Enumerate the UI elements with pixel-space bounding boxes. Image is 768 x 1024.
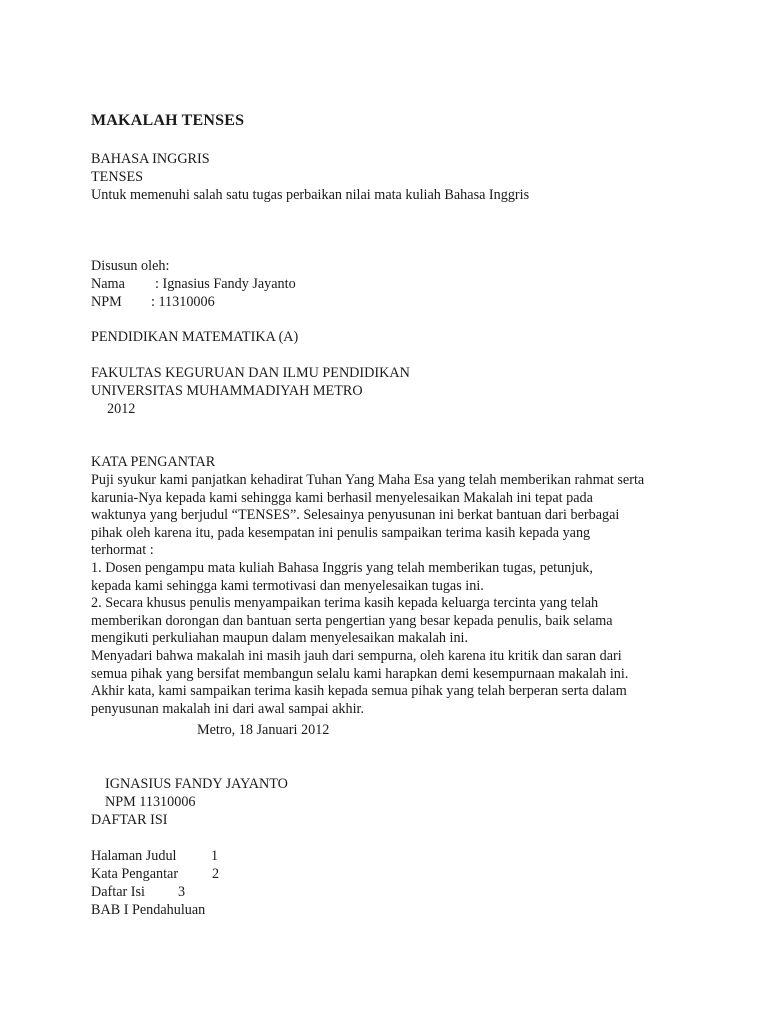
year-line: 2012 xyxy=(107,401,136,417)
preface-line: pihak oleh karena itu, pada kesempatan ini penulis sampaikan terima kasih kepada yang xyxy=(91,524,591,541)
topic-line: TENSES xyxy=(91,169,144,185)
compiled-by-label: Disusun oleh: xyxy=(91,258,170,274)
preface-line: karunia-Nya kepada kami sehingga kami berhasil menyelesaikan Makalah ini tepat pada xyxy=(91,489,593,506)
preface-line: memberikan dorongan dan bantuan serta pengertian yang besar kepada penulis, baik selama xyxy=(91,612,613,629)
preface-line: Puji syukur kami panjatkan kehadirat Tuhan Yang Maha Esa yang telah memberikan rahmat serta xyxy=(91,472,645,488)
place-date: Metro, 18 Januari 2012 xyxy=(197,722,330,738)
subject-line: BAHASA INGGRIS xyxy=(91,151,210,167)
preface-line: semua pihak yang bersifat membangun selalu kami harapkan demi kesempurnaan makalah ini. xyxy=(91,665,629,682)
toc-entry[interactable] xyxy=(91,865,220,883)
toc-entry-page: 3 xyxy=(178,884,186,900)
preface-line: Menyadari bahwa makalah ini masih jauh dari sempurna, oleh karena itu kritik dan saran dari xyxy=(91,648,622,664)
name-row xyxy=(91,275,296,293)
toc-heading: DAFTAR ISI xyxy=(91,812,168,828)
name-label: Nama xyxy=(91,276,125,292)
faculty-line: FAKULTAS KEGURUAN DAN ILMU PENDIDIKAN xyxy=(91,365,410,381)
preface-line: kepada kami sehingga kami termotivasi dan menyelesaikan tugas ini. xyxy=(91,577,484,594)
preface-line: Akhir kata, kami sampaikan terima kasih kepada semua pihak yang telah berperan serta dalam xyxy=(91,683,627,700)
preface-line: penyusunan makalah ini dari awal sampai akhir. xyxy=(91,700,365,717)
preface-line: terhormat : xyxy=(91,542,154,559)
toc-entry[interactable] xyxy=(91,847,219,865)
signer-name: IGNASIUS FANDY JAYANTO xyxy=(105,776,288,792)
toc-chapter: BAB I Pendahuluan xyxy=(91,902,206,918)
toc-entry-label: Halaman Judul xyxy=(91,848,177,864)
npm-value: : 11310006 xyxy=(151,294,215,310)
toc-entry-page: 2 xyxy=(212,866,220,882)
toc-entry[interactable] xyxy=(91,883,186,901)
program-line: PENDIDIKAN MATEMATIKA (A) xyxy=(91,329,299,345)
preface-heading: KATA PENGANTAR xyxy=(91,454,216,470)
name-value: : Ignasius Fandy Jayanto xyxy=(155,276,296,292)
preface-line: 1. Dosen pengampu mata kuliah Bahasa Inggris yang telah memberikan tugas, petunjuk, xyxy=(91,560,593,576)
npm-row xyxy=(91,293,215,311)
university-line: UNIVERSITAS MUHAMMADIYAH METRO xyxy=(91,383,363,399)
purpose-line: Untuk memenuhi salah satu tugas perbaikan nilai mata kuliah Bahasa Inggris xyxy=(91,187,530,203)
npm-label: NPM xyxy=(91,294,122,310)
signer-npm: NPM 11310006 xyxy=(105,794,196,810)
toc-entry-label: Daftar Isi xyxy=(91,884,145,900)
toc-entry-label: Kata Pengantar xyxy=(91,866,179,882)
toc-entry-page: 1 xyxy=(211,848,219,864)
preface-line: mengikuti perkuliahan maupun dalam menyelesaikan makalah ini. xyxy=(91,630,469,647)
preface-line: waktunya yang berjudul “TENSES”. Selesainya penyusunan ini berkat bantuan dari berbagai xyxy=(91,507,620,524)
document-title: MAKALAH TENSES xyxy=(91,112,245,129)
preface-line: 2. Secara khusus penulis menyampaikan terima kasih kepada keluarga tercinta yang telah xyxy=(91,595,599,612)
